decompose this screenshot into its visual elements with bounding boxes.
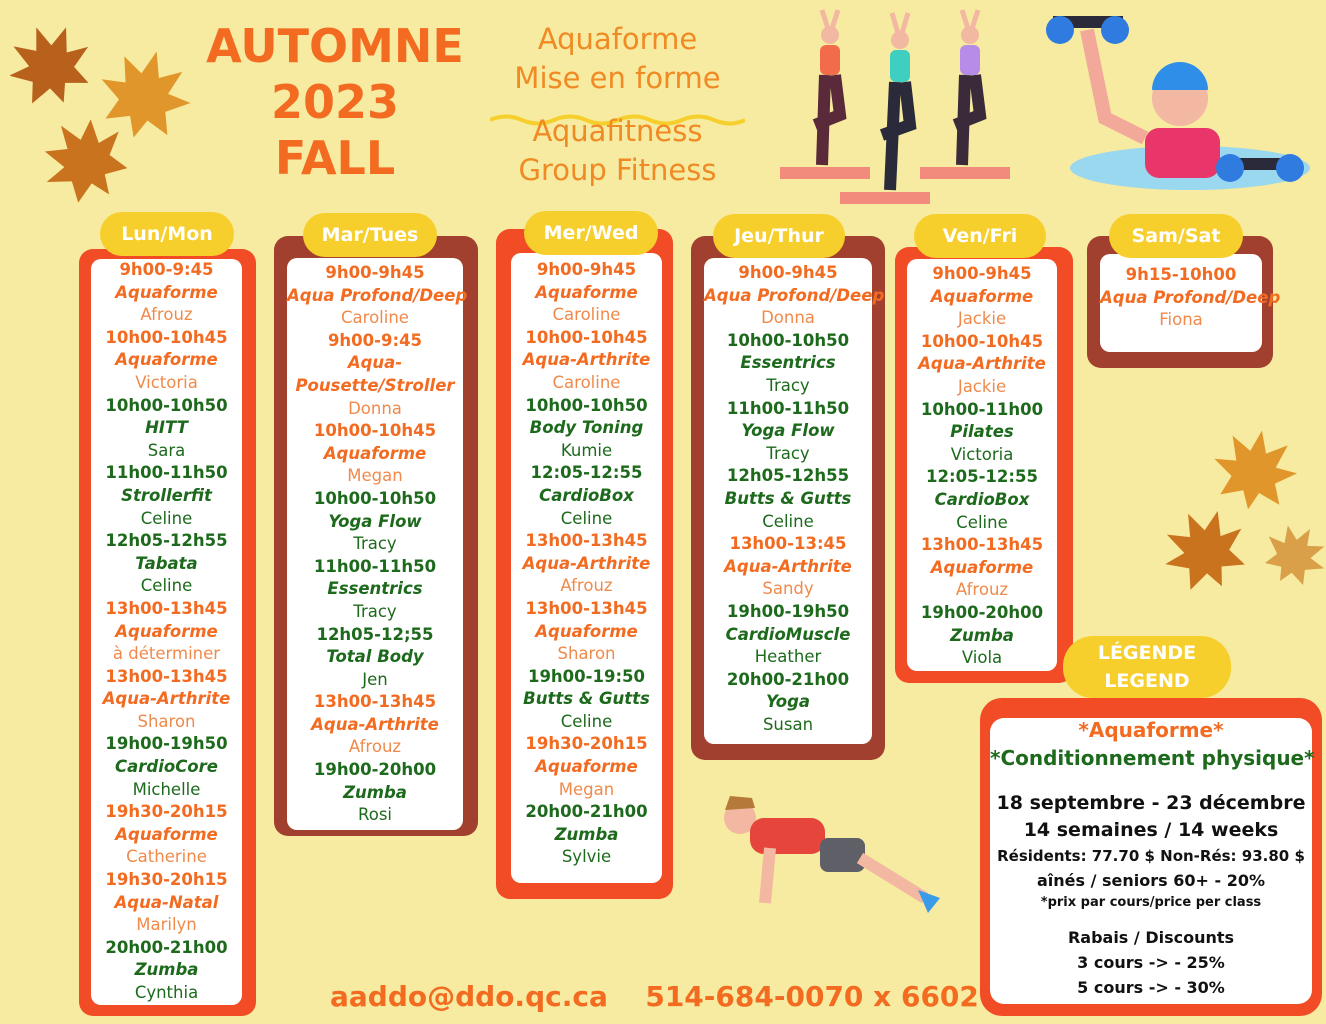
class-name: Aqua-Arthrite <box>918 354 1046 374</box>
class-time: 12:05-12:55 <box>926 467 1038 487</box>
class-name: Zumba <box>134 960 199 980</box>
class-instructor: Celine <box>140 576 193 596</box>
class-name: Butts & Gutts <box>523 689 650 709</box>
legend-aqua: *Aquaforme* <box>1078 718 1224 742</box>
class-name: Strollerfit <box>121 485 212 505</box>
class-name: Aquaforme <box>535 757 638 777</box>
class-time: 9h00-9h45 <box>932 264 1032 283</box>
class-time: 9h00-9:45 <box>119 260 214 279</box>
class-name: Aqua Profond/Deep <box>1100 287 1281 307</box>
class-name-line2: Pousette/Stroller <box>295 375 455 395</box>
class-time: 10h00-10h50 <box>726 330 850 350</box>
class-time: 9h00-9h45 <box>536 260 637 279</box>
class-instructor: Jen <box>362 669 388 689</box>
class-instructor: Celine <box>560 711 613 731</box>
contact-footer <box>330 980 979 1013</box>
title-season-fr: AUTOMNE <box>206 19 464 73</box>
autumn-leaves-right <box>1150 425 1326 625</box>
maple-leaf-icon <box>1207 425 1304 517</box>
class-instructor: Viola <box>961 648 1003 668</box>
class-name: Aqua-Arthrite <box>522 350 651 370</box>
class-time: 12h05-12h55 <box>105 531 228 551</box>
discount-3-classes: 3 cours -> - 25% <box>1077 953 1225 972</box>
legend-fitness: *Conditionnement physique* <box>990 746 1315 770</box>
class-time: 13h00-13h45 <box>313 692 437 712</box>
class-name: Essentrics <box>327 579 423 599</box>
class-name: Yoga <box>765 692 811 712</box>
legend-content <box>990 718 1315 1004</box>
class-instructor: Catherine <box>126 847 207 867</box>
class-instructor: Victoria <box>135 372 198 392</box>
class-name: Aqua Profond/Deep <box>287 285 468 305</box>
class-instructor: Sharon <box>137 711 196 731</box>
class-name: Zumba <box>343 782 407 802</box>
class-time: 19h30-20h15 <box>105 870 228 890</box>
class-name: Aquaforme <box>323 443 427 463</box>
day-column-fri <box>895 247 1073 683</box>
day-column-thu <box>691 236 885 760</box>
class-instructor: Jackie <box>957 376 1007 396</box>
class-name: Essentrics <box>740 353 836 373</box>
class-time: 12:05-12:55 <box>530 463 643 483</box>
class-instructor: Celine <box>140 508 193 528</box>
class-time: 10h00-10h45 <box>525 327 648 347</box>
class-instructor: Caroline <box>341 308 409 328</box>
class-instructor: Cynthia <box>134 983 199 1002</box>
class-time: 9h00-9h45 <box>738 263 838 282</box>
class-time: 19h00-19h50 <box>726 601 850 621</box>
class-time: 19h00-20h00 <box>920 602 1044 622</box>
class-instructor: Victoria <box>950 444 1014 464</box>
class-instructor: Susan <box>762 714 814 734</box>
class-instructor: Donna <box>761 308 815 328</box>
subtitle-aquaforme: Aquaforme <box>537 22 698 56</box>
class-time: 19h30-20h15 <box>525 734 648 754</box>
day-badge-thu: Jeu/Thur <box>713 214 845 258</box>
class-name: Aqua Profond/Deep <box>704 285 885 305</box>
class-name: Body Toning <box>529 418 644 438</box>
contact-phone[interactable]: 514-684-0070 x 6602 <box>645 980 979 1013</box>
class-name: Pilates <box>950 422 1014 442</box>
class-instructor: Jackie <box>957 309 1007 329</box>
class-time: 9h00-9:45 <box>327 330 423 350</box>
class-instructor: Tracy <box>766 375 810 395</box>
season-title <box>200 18 470 186</box>
class-time: 10h00-10h50 <box>105 395 228 415</box>
day-column-tue <box>274 236 478 836</box>
class-time: 20h00-21h00 <box>726 669 850 689</box>
class-instructor: Marilyn <box>136 915 197 935</box>
class-time: 11h00-11h50 <box>726 398 850 418</box>
class-time: 13h00-13h45 <box>525 598 648 618</box>
class-instructor: Donna <box>348 398 402 418</box>
autumn-leaves-left <box>10 15 195 215</box>
class-name: CardioBox <box>539 485 634 505</box>
discounts-title: Rabais / Discounts <box>1067 928 1235 947</box>
schedule-list-thu <box>704 258 885 744</box>
class-instructor: Heather <box>754 647 822 667</box>
class-instructor: Megan <box>347 466 403 486</box>
class-time: 13h00-13:45 <box>729 534 847 554</box>
senior-discount: aînés / seniors 60+ - 20% <box>1036 871 1265 890</box>
subtitle-mise-en-forme: Mise en forme <box>514 61 721 95</box>
class-instructor: Tracy <box>766 443 810 463</box>
class-name: Zumba <box>950 625 1014 645</box>
class-instructor: Sharon <box>557 644 616 664</box>
class-time: 13h00-13h45 <box>920 535 1044 555</box>
day-badge-tue: Mar/Tues <box>303 213 437 257</box>
class-name: Aquaforme <box>115 350 218 370</box>
price-info: Résidents: 77.70 $ Non-Rés: 93.80 $ <box>997 847 1305 865</box>
legend-panel <box>980 698 1322 1016</box>
class-time: 10h00-10h45 <box>105 327 228 347</box>
class-name: Aquaforme <box>115 282 218 302</box>
legend-badge <box>1063 636 1231 698</box>
class-time: 12h05-12;55 <box>316 624 434 644</box>
schedule-list-mon <box>91 259 242 1005</box>
class-instructor: Afrouz <box>955 580 1009 600</box>
class-instructor: Tracy <box>353 601 397 621</box>
price-note: *prix par cours/price per class <box>1040 895 1262 910</box>
class-time: 10h00-10h45 <box>313 421 437 441</box>
class-name: Aquaforme <box>535 621 638 641</box>
class-time: 9h15-10h00 <box>1125 265 1237 284</box>
class-instructor: Sandy <box>762 579 814 599</box>
maple-leaf-icon <box>89 40 195 150</box>
class-time: 20h00-21h00 <box>525 802 648 822</box>
subtitle-group-fitness: Group Fitness <box>518 153 717 187</box>
class-instructor: Caroline <box>552 305 621 325</box>
class-time: 19h00-19:50 <box>527 666 646 686</box>
title-season-en: FALL <box>274 131 396 185</box>
class-instructor: Caroline <box>552 372 621 392</box>
class-instructor: Sylvie <box>561 847 612 867</box>
class-name: Aquaforme <box>115 824 218 844</box>
class-name: Yoga Flow <box>328 511 422 531</box>
class-instructor: Afrouz <box>140 305 193 325</box>
class-name: Aqua-Arthrite <box>724 556 852 576</box>
class-instructor: à déterminer <box>112 644 221 664</box>
aqua-fitness-illustration <box>1045 8 1315 193</box>
class-name: Aqua-Arthrite <box>311 714 439 734</box>
session-weeks: 14 semaines / 14 weeks <box>1023 819 1279 841</box>
class-name: CardioBox <box>934 489 1030 509</box>
class-time: 10h00-10h50 <box>313 488 437 508</box>
legend-badge-en: LEGEND <box>1104 670 1190 692</box>
title-year: 2023 <box>270 75 400 129</box>
legend-badge-fr: LÉGENDE <box>1097 642 1197 664</box>
day-badge-mon: Lun/Mon <box>100 212 234 256</box>
class-instructor: Fiona <box>1159 310 1203 330</box>
session-dates: 18 septembre - 23 décembre <box>996 792 1306 814</box>
class-time: 10h00-10h45 <box>920 331 1044 351</box>
subtitle-aquafitness: Aquafitness <box>532 114 703 148</box>
class-instructor: Kumie <box>560 440 613 460</box>
class-name: Yoga Flow <box>741 421 835 441</box>
class-name: Aqua- <box>347 353 403 373</box>
class-name: Aqua-Arthrite <box>522 553 651 573</box>
yoga-women-illustration <box>770 5 1040 210</box>
class-instructor: Celine <box>956 512 1008 532</box>
class-name: Aquaforme <box>930 557 1034 577</box>
class-name: Total Body <box>326 647 424 667</box>
class-time: 10h00-11h00 <box>920 399 1044 419</box>
wave-divider <box>490 98 745 112</box>
class-time: 13h00-13h45 <box>105 598 228 618</box>
day-badge-sat: Sam/Sat <box>1109 214 1243 258</box>
class-name: Tabata <box>135 553 198 573</box>
day-badge-wed: Mer/Wed <box>524 211 658 255</box>
schedule-list-wed <box>511 253 662 883</box>
pushup-man-illustration <box>700 788 945 918</box>
maple-leaf-icon <box>10 15 103 117</box>
class-time: 9h00-9h45 <box>325 263 425 282</box>
class-time: 13h00-13h45 <box>105 666 228 686</box>
class-name: Aqua-Natal <box>114 892 219 912</box>
class-time: 11h00-11h50 <box>105 463 228 483</box>
schedule-list-fri <box>907 259 1057 671</box>
class-time: 19h00-19h50 <box>105 734 228 754</box>
class-instructor: Celine <box>762 511 814 531</box>
class-instructor: Celine <box>560 508 613 528</box>
class-name: CardioCore <box>115 757 218 777</box>
maple-leaf-icon <box>25 100 145 215</box>
class-name: Aquaforme <box>115 621 218 641</box>
class-name: Aqua-Arthrite <box>102 689 231 709</box>
class-name: CardioMuscle <box>725 624 851 644</box>
maple-leaf-icon <box>1252 513 1326 597</box>
class-time: 19h00-20h00 <box>313 760 437 780</box>
class-time: 11h00-11h50 <box>313 556 437 576</box>
class-name: Aquaforme <box>535 282 638 302</box>
class-name: HITT <box>145 418 188 438</box>
day-column-mon <box>79 249 256 1016</box>
class-instructor: Afrouz <box>348 737 402 757</box>
schedule-list-tue <box>287 258 468 830</box>
discount-5-classes: 5 cours -> - 30% <box>1077 978 1225 997</box>
class-time: 10h00-10h50 <box>525 395 648 415</box>
class-instructor: Michelle <box>132 779 201 799</box>
class-instructor: Afrouz <box>560 576 613 596</box>
class-time: 13h00-13h45 <box>525 531 648 551</box>
class-time: 19h30-20h15 <box>105 802 228 822</box>
class-time: 12h05-12h55 <box>726 466 850 486</box>
class-name: Aquaforme <box>930 286 1034 306</box>
class-instructor: Megan <box>558 779 615 799</box>
day-badge-fri: Ven/Fri <box>914 214 1046 258</box>
class-name: Butts & Gutts <box>724 488 852 508</box>
class-time: 20h00-21h00 <box>105 937 228 957</box>
class-instructor: Tracy <box>353 534 397 554</box>
maple-leaf-icon <box>1150 496 1260 604</box>
day-column-wed <box>496 229 673 899</box>
program-subtitle <box>490 20 745 190</box>
schedule-list-sat <box>1100 254 1281 352</box>
class-instructor: Rosi <box>358 805 392 825</box>
class-name: Zumba <box>554 824 619 844</box>
contact-email[interactable]: aaddo@ddo.qc.ca <box>330 980 608 1013</box>
class-instructor: Sara <box>147 440 186 460</box>
